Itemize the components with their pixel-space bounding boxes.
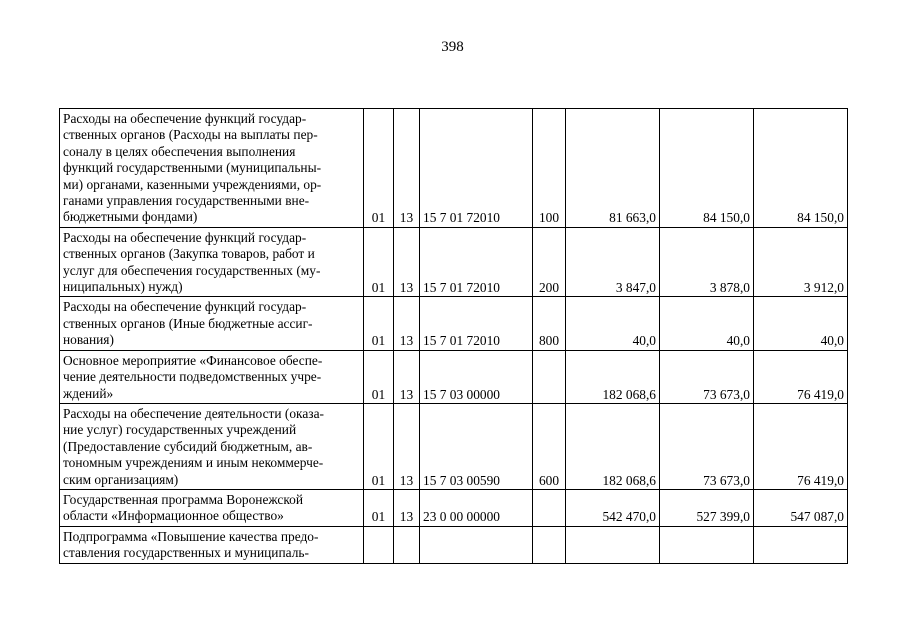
name-line: ским организациям) <box>63 471 179 487</box>
cell-amount-1: 40,0 <box>566 297 660 350</box>
cell-amount-3: 40,0 <box>754 297 848 350</box>
cell-section: 01 <box>364 297 394 350</box>
cell-subsection <box>394 526 420 563</box>
cell-amount-3: 84 150,0 <box>754 109 848 228</box>
name-line: чение деятельности подведомственных учре- <box>63 369 322 385</box>
cell-name <box>60 297 364 350</box>
cell-amount-2: 73 673,0 <box>660 403 754 489</box>
cell-amount-3 <box>754 526 848 563</box>
name-line: Государственная программа Воронежской <box>63 491 304 507</box>
cell-subsection: 13 <box>394 350 420 403</box>
cell-amount-2: 527 399,0 <box>660 489 754 526</box>
cell-name <box>60 227 364 297</box>
name-line: Расходы на обеспечение функций государ- <box>63 229 307 245</box>
cell-target-code: 23 0 00 00000 <box>420 489 533 526</box>
cell-amount-3: 76 419,0 <box>754 403 848 489</box>
name-line: Основное мероприятие «Финансовое обеспе- <box>63 352 323 368</box>
page-number: 398 <box>441 39 464 55</box>
cell-amount-2: 73 673,0 <box>660 350 754 403</box>
table-row <box>60 403 848 489</box>
name-line: ниципальных) нужд) <box>63 279 183 295</box>
name-line: ставления государственных и муниципаль- <box>63 545 309 561</box>
cell-target-code: 15 7 01 72010 <box>420 109 533 228</box>
cell-name <box>60 350 364 403</box>
budget-table <box>59 108 848 564</box>
name-line: нования) <box>63 332 114 348</box>
name-line: функций государственными (муниципальны- <box>63 160 322 176</box>
cell-amount-1 <box>566 526 660 563</box>
name-line: Расходы на обеспечение деятельности (оказа- <box>63 405 324 421</box>
name-line: бюджетными фондами) <box>63 209 198 225</box>
cell-target-code: 15 7 03 00590 <box>420 403 533 489</box>
cell-subsection: 13 <box>394 403 420 489</box>
cell-amount-2 <box>660 526 754 563</box>
name-line: ственных органов (Иные бюджетные ассиг- <box>63 315 313 331</box>
name-line: Подпрограмма «Повышение качества предо- <box>63 528 319 544</box>
cell-expense-type <box>533 526 566 563</box>
cell-subsection: 13 <box>394 489 420 526</box>
cell-target-code: 15 7 01 72010 <box>420 297 533 350</box>
cell-subsection: 13 <box>394 297 420 350</box>
cell-amount-1: 182 068,6 <box>566 403 660 489</box>
name-line: Расходы на обеспечение функций государ- <box>63 299 307 315</box>
cell-name <box>60 109 364 228</box>
table-row <box>60 526 848 563</box>
cell-expense-type <box>533 489 566 526</box>
cell-subsection: 13 <box>394 227 420 297</box>
cell-amount-2: 3 878,0 <box>660 227 754 297</box>
cell-expense-type: 600 <box>533 403 566 489</box>
table-row <box>60 227 848 297</box>
name-line: Расходы на обеспечение функций государ- <box>63 111 307 126</box>
cell-amount-1: 182 068,6 <box>566 350 660 403</box>
cell-target-code: 15 7 03 00000 <box>420 350 533 403</box>
cell-section: 01 <box>364 403 394 489</box>
cell-expense-type: 800 <box>533 297 566 350</box>
cell-amount-3: 547 087,0 <box>754 489 848 526</box>
cell-section: 01 <box>364 227 394 297</box>
cell-amount-3: 76 419,0 <box>754 350 848 403</box>
cell-target-code: 15 7 01 72010 <box>420 227 533 297</box>
cell-section: 01 <box>364 489 394 526</box>
cell-section <box>364 526 394 563</box>
cell-amount-1: 81 663,0 <box>566 109 660 228</box>
cell-amount-1: 542 470,0 <box>566 489 660 526</box>
cell-section: 01 <box>364 109 394 228</box>
name-line: ние услуг) государственных учреждений <box>63 422 297 438</box>
cell-expense-type: 200 <box>533 227 566 297</box>
cell-name <box>60 526 364 563</box>
name-line: соналу в целях обеспечения выполнения <box>63 143 296 159</box>
name-line: ми) органами, казенными учреждениями, ор- <box>63 176 322 192</box>
table-row <box>60 350 848 403</box>
cell-amount-2: 40,0 <box>660 297 754 350</box>
name-line: тономным учреждениям и иным некоммерче- <box>63 455 324 471</box>
name-line: (Предоставление субсидий бюджетным, ав- <box>63 438 313 454</box>
cell-section: 01 <box>364 350 394 403</box>
cell-name <box>60 403 364 489</box>
table-row <box>60 109 848 228</box>
cell-amount-2: 84 150,0 <box>660 109 754 228</box>
table-body <box>60 109 848 564</box>
cell-subsection: 13 <box>394 109 420 228</box>
cell-target-code <box>420 526 533 563</box>
cell-expense-type <box>533 350 566 403</box>
name-line: ственных органов (Расходы на выплаты пер- <box>63 127 318 143</box>
cell-name <box>60 489 364 526</box>
table-row <box>60 297 848 350</box>
name-line: ганами управления государственными вне- <box>63 193 310 209</box>
name-line: ственных органов (Закупка товаров, работ и <box>63 246 315 262</box>
cell-expense-type: 100 <box>533 109 566 228</box>
cell-amount-3: 3 912,0 <box>754 227 848 297</box>
name-line: ждений» <box>63 385 114 401</box>
table-row <box>60 489 848 526</box>
name-line: области «Информационное общество» <box>63 508 284 524</box>
name-line: услуг для обеспечения государственных (му- <box>63 262 321 278</box>
cell-amount-1: 3 847,0 <box>566 227 660 297</box>
